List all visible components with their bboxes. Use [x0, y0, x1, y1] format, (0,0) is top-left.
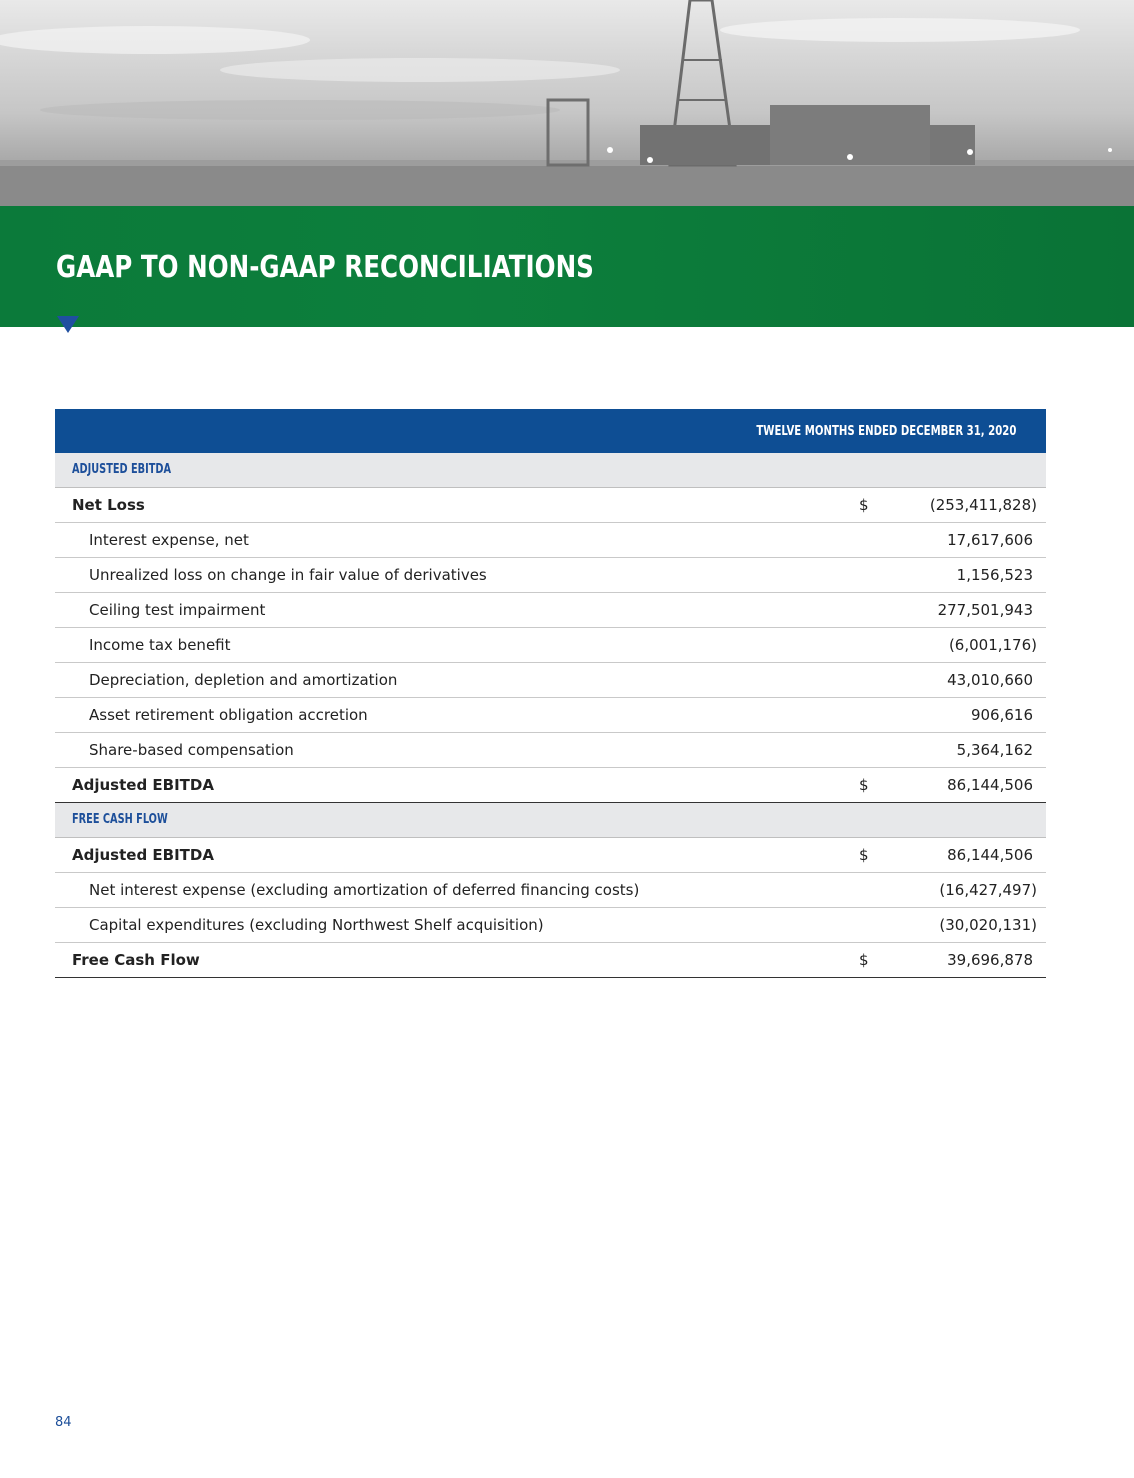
table-row [55, 873, 1046, 908]
row-label: Share-based compensation [89, 741, 294, 759]
row-value: 39,696,878 [947, 951, 1033, 969]
row-value: 17,617,606 [947, 531, 1033, 549]
table-row [55, 908, 1046, 943]
table-row [55, 628, 1046, 663]
header-photo [0, 0, 1134, 206]
row-value: 906,616 [970, 706, 1033, 724]
table-header [55, 409, 1046, 453]
table-row [55, 558, 1046, 593]
section-heading-label: ADJUSTED EBITDA [72, 462, 172, 477]
row-label: Adjusted EBITDA [72, 846, 214, 864]
table-row [55, 698, 1046, 733]
table-row [55, 663, 1046, 698]
oil-rig-illustration [0, 0, 1134, 206]
section-heading-label: FREE CASH FLOW [72, 812, 168, 827]
row-value: 86,144,506 [947, 776, 1033, 794]
table-row [55, 733, 1046, 768]
page-title: GAAP TO NON-GAAP RECONCILIATIONS [56, 250, 594, 285]
reconciliation-table [55, 409, 1046, 978]
row-currency: $ [859, 846, 869, 864]
table-row [55, 523, 1046, 558]
row-value: (30,020,131) [939, 916, 1037, 934]
row-value: 43,010,660 [947, 671, 1033, 689]
row-label: Income tax benefit [89, 636, 231, 654]
row-currency: $ [859, 496, 869, 514]
row-label: Capital expenditures (excluding Northwest Shelf acquisition) [89, 916, 544, 934]
row-label: Net Loss [72, 496, 145, 514]
row-value: 1,156,523 [956, 566, 1033, 584]
row-value: 5,364,162 [956, 741, 1033, 759]
page-number: 84 [55, 1415, 72, 1430]
row-label: Interest expense, net [89, 531, 249, 549]
column-header: TWELVE MONTHS ENDED DECEMBER 31, 2020 [755, 424, 1016, 439]
row-label: Net interest expense (excluding amortization of deferred financing costs) [89, 881, 640, 899]
row-value: 277,501,943 [937, 601, 1033, 619]
table-row-total [55, 768, 1046, 803]
row-label: Ceiling test impairment [89, 601, 266, 619]
triangle-marker-icon [57, 316, 79, 333]
row-label: Unrealized loss on change in fair value of derivatives [89, 566, 487, 584]
row-label: Depreciation, depletion and amortization [89, 671, 398, 689]
table-row [55, 488, 1046, 523]
row-value: (6,001,176) [948, 636, 1037, 654]
row-value: (253,411,828) [929, 496, 1037, 514]
table-row [55, 838, 1046, 873]
table-row-total [55, 943, 1046, 978]
section-heading-free-cash-flow [55, 803, 1046, 838]
row-label: Free Cash Flow [72, 951, 200, 969]
section-heading-adjusted-ebitda [55, 453, 1046, 488]
row-currency: $ [859, 776, 869, 794]
table-row [55, 593, 1046, 628]
row-label: Asset retirement obligation accretion [89, 706, 368, 724]
row-currency: $ [859, 951, 869, 969]
row-value: (16,427,497) [939, 881, 1037, 899]
row-label: Adjusted EBITDA [72, 776, 214, 794]
row-value: 86,144,506 [947, 846, 1033, 864]
